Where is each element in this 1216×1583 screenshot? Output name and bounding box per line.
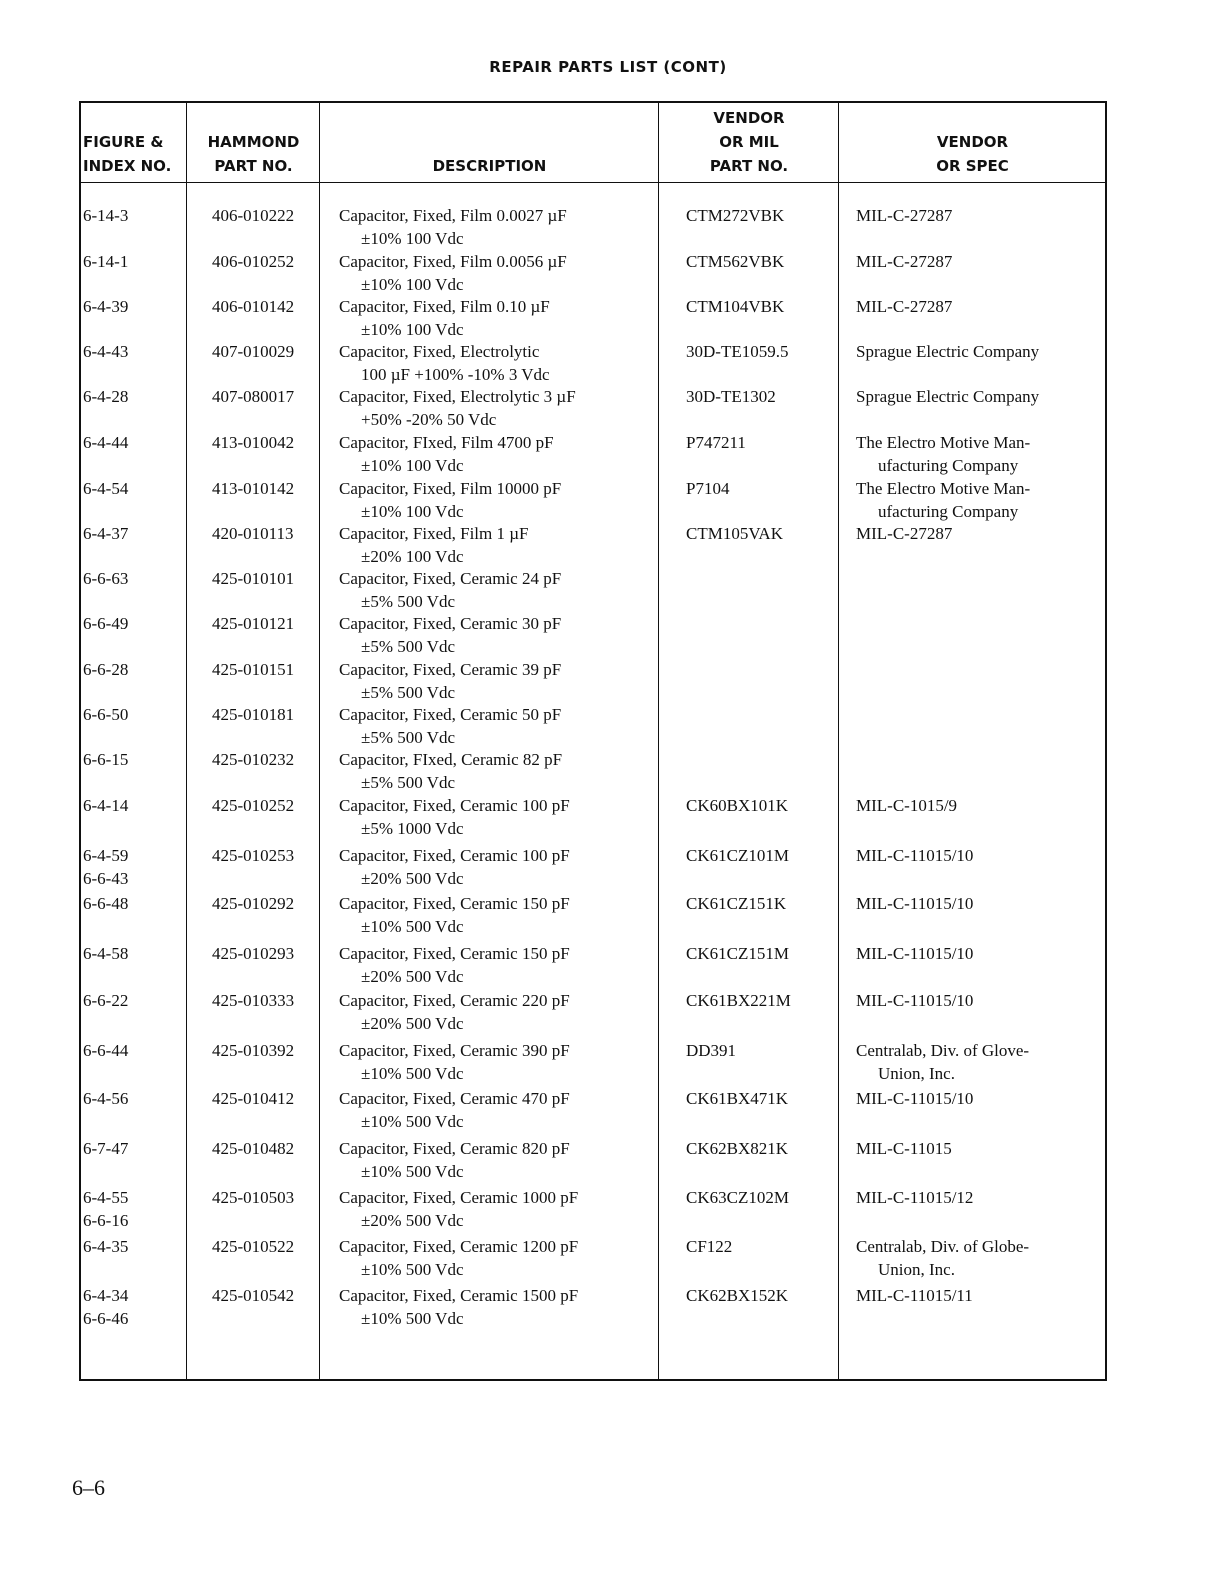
figure-index — [83, 703, 128, 726]
figure-index — [83, 1137, 128, 1160]
description-line: Capacitor, Fixed, Ceramic 390 pF — [339, 1041, 570, 1060]
description — [339, 340, 550, 386]
description-line: Capacitor, Fixed, Ceramic 220 pF — [339, 991, 570, 1010]
vendor-spec — [856, 1137, 952, 1160]
description-line: Capacitor, Fixed, Ceramic 820 pF — [339, 1139, 570, 1158]
description — [339, 942, 570, 988]
vendor-spec-line: The Electro Motive Man- — [856, 479, 1031, 498]
header-line: PART NO. — [214, 157, 293, 175]
vendor-spec-line: MIL-C-27287 — [856, 252, 953, 271]
figure-index-line: 6-4-14 — [83, 796, 129, 815]
figure-index-line: 6-6-63 — [83, 569, 129, 588]
vendor-spec — [856, 295, 952, 318]
vendor-spec-line: MIL-C-27287 — [856, 297, 953, 316]
description-line: ±20% 500 Vdc — [361, 1211, 464, 1230]
figure-index-line: 6-6-16 — [83, 1211, 129, 1230]
vendor-spec-line: MIL-C-1015/9 — [856, 796, 958, 815]
figure-index-line: 6-14-3 — [83, 206, 129, 225]
description-line: Capacitor, Fixed, Ceramic 150 pF — [339, 944, 570, 963]
description-line: Capacitor, Fixed, Ceramic 100 pF — [339, 796, 570, 815]
figure-index — [83, 1039, 128, 1062]
figure-index-line: 6-4-39 — [83, 297, 129, 316]
header-line: HAMMOND — [207, 133, 300, 151]
vendor-spec — [856, 340, 1039, 363]
figure-index — [83, 1235, 128, 1258]
figure-index — [83, 385, 128, 408]
vendor-part-number: CK63CZ102M — [686, 1188, 789, 1207]
figure-index-line: 6-4-37 — [83, 524, 129, 543]
vendor-spec-line: ufacturing Company — [878, 456, 1019, 475]
description — [339, 989, 570, 1035]
vendor-spec-line: Union, Inc. — [878, 1064, 955, 1083]
description-line: Capacitor, Fixed, Ceramic 24 pF — [339, 569, 562, 588]
hammond-part-number: 425-010333 — [212, 991, 295, 1010]
header-hammond-part — [188, 130, 319, 178]
hammond-part-number: 425-010252 — [212, 796, 295, 815]
column-divider — [319, 103, 320, 1379]
description-line: Capacitor, Fixed, Film 1 µF — [339, 524, 529, 543]
vendor-part-number: DD391 — [686, 1041, 737, 1060]
vendor-spec — [856, 522, 952, 545]
description — [339, 295, 550, 341]
column-divider — [838, 103, 839, 1379]
figure-index-line: 6-7-47 — [83, 1139, 129, 1158]
vendor-spec-line: Centralab, Div. of Glove- — [856, 1041, 1030, 1060]
figure-index — [83, 942, 128, 965]
figure-index — [83, 748, 128, 771]
vendor-part-number: CTM562VBK — [686, 252, 785, 271]
description-line: Capacitor, Fixed, Ceramic 470 pF — [339, 1089, 570, 1108]
hammond-part-number: 406-010252 — [212, 252, 295, 271]
description — [339, 794, 570, 840]
description-line: Capacitor, FIxed, Ceramic 82 pF — [339, 750, 563, 769]
hammond-part-number: 425-010181 — [212, 705, 295, 724]
description-line: Capacitor, Fixed, Ceramic 50 pF — [339, 705, 562, 724]
vendor-spec — [856, 989, 973, 1012]
header-line: VENDOR — [713, 109, 785, 127]
description-line: ±20% 100 Vdc — [361, 547, 464, 566]
description — [339, 204, 567, 250]
figure-index — [83, 892, 128, 915]
vendor-spec — [856, 794, 957, 817]
figure-index — [83, 658, 128, 681]
description — [339, 703, 561, 749]
figure-index-line: 6-14-1 — [83, 252, 129, 271]
header-line: INDEX NO. — [83, 157, 172, 175]
figure-index — [83, 567, 128, 590]
description-line: Capacitor, Fixed, Electrolytic 3 µF — [339, 387, 576, 406]
vendor-part-number: P7104 — [686, 479, 730, 498]
figure-index — [83, 1284, 128, 1330]
description-line: Capacitor, Fixed, Film 0.10 µF — [339, 297, 550, 316]
hammond-part-number: 406-010142 — [212, 297, 295, 316]
header-description — [321, 154, 658, 178]
description — [339, 477, 561, 523]
hammond-part-number: 420-010113 — [212, 524, 294, 543]
vendor-part-number: CK61CZ151K — [686, 894, 787, 913]
vendor-part-number: CK62BX821K — [686, 1139, 789, 1158]
vendor-spec-line: MIL-C-11015/12 — [856, 1188, 974, 1207]
figure-index-line: 6-4-58 — [83, 944, 129, 963]
vendor-spec — [856, 1087, 973, 1110]
description — [339, 250, 567, 296]
page-title: REPAIR PARTS LIST (CONT) — [489, 58, 727, 76]
table-header — [81, 103, 1105, 183]
hammond-part-number: 413-010042 — [212, 433, 295, 452]
description — [339, 844, 570, 890]
description-line: ±10% 500 Vdc — [361, 1112, 464, 1131]
description-line: Capacitor, Fixed, Ceramic 30 pF — [339, 614, 562, 633]
figure-index-line: 6-4-44 — [83, 433, 129, 452]
figure-index-line: 6-4-59 — [83, 846, 129, 865]
description-line: ±5% 500 Vdc — [361, 728, 456, 747]
vendor-spec-line: Union, Inc. — [878, 1260, 955, 1279]
description — [339, 1284, 578, 1330]
description — [339, 385, 576, 431]
figure-index — [83, 522, 128, 545]
description-line: ±10% 500 Vdc — [361, 1064, 464, 1083]
hammond-part-number: 407-080017 — [212, 387, 295, 406]
description — [339, 748, 562, 794]
header-line: OR MIL — [719, 133, 779, 151]
vendor-part-number: CK62BX152K — [686, 1286, 789, 1305]
vendor-part-number: CTM104VBK — [686, 297, 785, 316]
description-line: ±5% 500 Vdc — [361, 773, 456, 792]
vendor-part-number: CK60BX101K — [686, 796, 789, 815]
page-number: 6–6 — [72, 1475, 105, 1500]
description-line: ±10% 100 Vdc — [361, 456, 464, 475]
hammond-part-number: 425-010253 — [212, 846, 295, 865]
description-line: Capacitor, Fixed, Film 10000 pF — [339, 479, 562, 498]
vendor-spec-line: MIL-C-11015/10 — [856, 846, 974, 865]
description-line: Capacitor, Fixed, Ceramic 39 pF — [339, 660, 562, 679]
hammond-part-number: 425-010101 — [212, 569, 295, 588]
column-divider — [658, 103, 659, 1379]
vendor-part-number: CK61CZ101M — [686, 846, 789, 865]
hammond-part-number: 425-010292 — [212, 894, 295, 913]
figure-index-line: 6-4-56 — [83, 1089, 129, 1108]
figure-index — [83, 844, 128, 890]
vendor-spec-line: MIL-C-11015/10 — [856, 894, 974, 913]
description-line: Capacitor, Fixed, Ceramic 1500 pF — [339, 1286, 579, 1305]
header-line: OR SPEC — [936, 157, 1009, 175]
figure-index-line: 6-6-46 — [83, 1309, 129, 1328]
vendor-part-number: 30D-TE1302 — [686, 387, 776, 406]
hammond-part-number: 425-010121 — [212, 614, 295, 633]
figure-index-line: 6-6-50 — [83, 705, 129, 724]
figure-index — [83, 250, 128, 273]
figure-index — [83, 1087, 128, 1110]
description-line: ±20% 500 Vdc — [361, 1014, 464, 1033]
description-line: Capacitor, Fixed, Ceramic 1200 pF — [339, 1237, 579, 1256]
vendor-spec — [856, 892, 973, 915]
header-line: DESCRIPTION — [432, 157, 547, 175]
description — [339, 892, 570, 938]
description-line: ±5% 500 Vdc — [361, 637, 456, 656]
figure-index — [83, 989, 128, 1012]
vendor-spec-line: MIL-C-11015/10 — [856, 991, 974, 1010]
hammond-part-number: 425-010522 — [212, 1237, 295, 1256]
vendor-spec — [856, 477, 1030, 523]
vendor-spec-line: MIL-C-11015/10 — [856, 1089, 974, 1108]
vendor-spec-line: ufacturing Company — [878, 502, 1019, 521]
figure-index-line: 6-6-48 — [83, 894, 129, 913]
description-line: ±20% 500 Vdc — [361, 869, 464, 888]
description — [339, 612, 561, 658]
description-line: ±10% 500 Vdc — [361, 1309, 464, 1328]
hammond-part-number: 425-010482 — [212, 1139, 295, 1158]
repair-parts-table — [79, 101, 1107, 1381]
figure-index-line: 6-4-34 — [83, 1286, 129, 1305]
vendor-part-number: P747211 — [686, 433, 746, 452]
description-line: Capacitor, FIxed, Film 4700 pF — [339, 433, 554, 452]
description — [339, 1087, 570, 1133]
header-line: FIGURE & — [83, 133, 164, 151]
header-figure-index — [83, 130, 183, 178]
description-line: Capacitor, Fixed, Ceramic 150 pF — [339, 894, 570, 913]
hammond-part-number: 406-010222 — [212, 206, 295, 225]
description-line: ±10% 100 Vdc — [361, 320, 464, 339]
vendor-spec — [856, 942, 973, 965]
description-line: ±5% 500 Vdc — [361, 683, 456, 702]
description — [339, 1235, 578, 1281]
vendor-spec — [856, 1186, 973, 1209]
vendor-spec-line: MIL-C-11015/10 — [856, 944, 974, 963]
hammond-part-number: 425-010151 — [212, 660, 295, 679]
figure-index — [83, 794, 128, 817]
vendor-spec — [856, 385, 1039, 408]
description-line: Capacitor, Fixed, Film 0.0027 µF — [339, 206, 567, 225]
vendor-spec — [856, 1235, 1029, 1281]
description-line: Capacitor, Fixed, Film 0.0056 µF — [339, 252, 567, 271]
vendor-part-number: CF122 — [686, 1237, 733, 1256]
figure-index — [83, 295, 128, 318]
header-line: PART NO. — [709, 157, 789, 175]
hammond-part-number: 425-010503 — [212, 1188, 295, 1207]
vendor-part-number: CTM272VBK — [686, 206, 785, 225]
vendor-spec-line: The Electro Motive Man- — [856, 433, 1031, 452]
hammond-part-number: 407-010029 — [212, 342, 295, 361]
description-line: ±5% 500 Vdc — [361, 592, 456, 611]
description-line: ±10% 500 Vdc — [361, 917, 464, 936]
vendor-spec-line: Sprague Electric Company — [856, 342, 1040, 361]
header-vendor-spec — [840, 130, 1105, 178]
figure-index-line: 6-6-44 — [83, 1041, 129, 1060]
figure-index-line: 6-4-55 — [83, 1188, 129, 1207]
vendor-part-number: CTM105VAK — [686, 524, 783, 543]
figure-index-line: 6-4-43 — [83, 342, 129, 361]
figure-index — [83, 612, 128, 635]
description-line: 100 µF +100% -10% 3 Vdc — [361, 365, 550, 384]
description-line: Capacitor, Fixed, Ceramic 100 pF — [339, 846, 570, 865]
hammond-part-number: 425-010392 — [212, 1041, 295, 1060]
figure-index-line: 6-6-22 — [83, 991, 129, 1010]
vendor-spec-line: Centralab, Div. of Globe- — [856, 1237, 1030, 1256]
vendor-spec-line: MIL-C-27287 — [856, 524, 953, 543]
figure-index — [83, 204, 128, 227]
vendor-spec — [856, 204, 952, 227]
description — [339, 431, 554, 477]
vendor-spec — [856, 1039, 1029, 1085]
hammond-part-number: 413-010142 — [212, 479, 295, 498]
description — [339, 658, 561, 704]
vendor-spec — [856, 431, 1030, 477]
vendor-spec — [856, 250, 952, 273]
figure-index-line: 6-6-49 — [83, 614, 129, 633]
description-line: ±10% 100 Vdc — [361, 502, 464, 521]
hammond-part-number: 425-010293 — [212, 944, 295, 963]
figure-index-line: 6-6-15 — [83, 750, 129, 769]
column-divider — [186, 103, 187, 1379]
description — [339, 1137, 570, 1183]
vendor-spec-line: MIL-C-11015 — [856, 1139, 952, 1158]
description-line: ±10% 500 Vdc — [361, 1162, 464, 1181]
hammond-part-number: 425-010542 — [212, 1286, 295, 1305]
figure-index — [83, 340, 128, 363]
vendor-spec-line: MIL-C-27287 — [856, 206, 953, 225]
figure-index — [83, 431, 128, 454]
vendor-spec — [856, 1284, 973, 1307]
figure-index-line: 6-4-35 — [83, 1237, 129, 1256]
hammond-part-number: 425-010232 — [212, 750, 295, 769]
figure-index-line: 6-6-28 — [83, 660, 129, 679]
vendor-spec — [856, 844, 973, 867]
hammond-part-number: 425-010412 — [212, 1089, 295, 1108]
description — [339, 1186, 578, 1232]
vendor-part-number: CK61CZ151M — [686, 944, 789, 963]
figure-index — [83, 477, 128, 500]
description-line: ±5% 1000 Vdc — [361, 819, 464, 838]
vendor-spec-line: Sprague Electric Company — [856, 387, 1040, 406]
figure-index-line: 6-4-54 — [83, 479, 129, 498]
vendor-part-number: 30D-TE1059.5 — [686, 342, 789, 361]
description-line: ±10% 500 Vdc — [361, 1260, 464, 1279]
vendor-part-number: CK61BX221M — [686, 991, 791, 1010]
description-line: Capacitor, Fixed, Electrolytic — [339, 342, 540, 361]
description — [339, 1039, 570, 1085]
header-vendor-part — [660, 106, 838, 178]
figure-index — [83, 1186, 128, 1232]
description — [339, 567, 561, 613]
description-line: +50% -20% 50 Vdc — [361, 410, 497, 429]
figure-index-line: 6-6-43 — [83, 869, 129, 888]
description-line: Capacitor, Fixed, Ceramic 1000 pF — [339, 1188, 579, 1207]
description-line: ±20% 500 Vdc — [361, 967, 464, 986]
description — [339, 522, 529, 568]
vendor-part-number: CK61BX471K — [686, 1089, 789, 1108]
vendor-spec-line: MIL-C-11015/11 — [856, 1286, 973, 1305]
description-line: ±10% 100 Vdc — [361, 275, 464, 294]
figure-index-line: 6-4-28 — [83, 387, 129, 406]
description-line: ±10% 100 Vdc — [361, 229, 464, 248]
header-line: VENDOR — [936, 133, 1009, 151]
